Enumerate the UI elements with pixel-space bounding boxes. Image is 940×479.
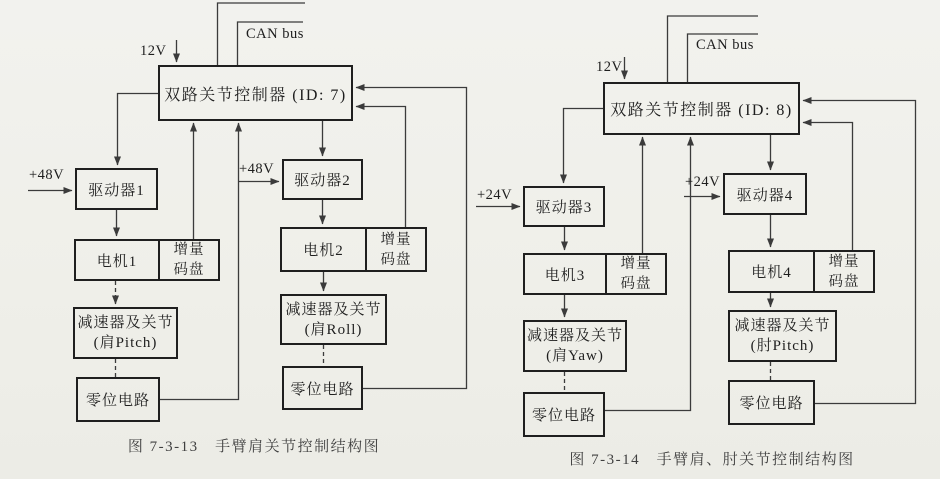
encoder4-label: 增量 码盘: [828, 253, 860, 290]
power-label-driver2: +48V: [239, 161, 275, 177]
zero-circuit3-label: 零位电路: [531, 408, 596, 424]
power-label-driver4: +24V: [685, 174, 721, 190]
motor2-label: 电机2: [303, 243, 344, 259]
reducer1-label: 减速器及关节 (肩Pitch): [77, 315, 174, 351]
power-label-driver3: +24V: [477, 187, 513, 203]
driver2-label: 驱动器2: [294, 173, 351, 189]
figure-caption-right: 图 7-3-14 手臂肩、肘关节控制结构图: [569, 452, 855, 468]
motor3-encoder3-box: [523, 253, 667, 295]
reducer2-box: [280, 294, 387, 345]
dual-joint-controller-8-label: 双路关节控制器 (ID: 8): [610, 102, 793, 119]
encoder3-label: 增量 码盘: [620, 256, 652, 292]
motor2-cell: [282, 229, 365, 270]
zero-circuit3-box: [523, 392, 605, 437]
motor1-label: 电机1: [96, 253, 138, 270]
controller7-to-driver1-line: [118, 94, 159, 166]
encoder2-label: 增量 码盘: [380, 231, 412, 268]
encoder4-feedback-line: [803, 123, 853, 251]
motor3-cell: [525, 255, 605, 293]
driver2-box: [282, 159, 363, 200]
logic-power-label-right: 12V: [596, 59, 623, 75]
driver4-label: 驱动器4: [736, 187, 794, 204]
reducer3-label: 减速器及关节 (肩Yaw): [526, 328, 623, 364]
zero-circuit4-box: [728, 380, 815, 425]
motor1-cell: [76, 241, 158, 279]
encoder1-label: 增量 码盘: [173, 242, 205, 278]
motor4-encoder4-box: [728, 250, 875, 293]
zero-circuit2-label: 零位电路: [290, 381, 355, 398]
dual-joint-controller-7-box: [158, 65, 353, 121]
zero-circuit2-box: [282, 366, 363, 410]
driver4-box: [723, 173, 807, 215]
zero-circuit1-box: [76, 377, 160, 422]
encoder3-cell: [605, 255, 665, 293]
driver1-box: [75, 168, 158, 210]
driver3-label: 驱动器3: [535, 200, 593, 216]
can-bus-label-right: CAN bus: [696, 37, 754, 53]
power-label-driver1: +48V: [29, 167, 65, 183]
reducer3-box: [523, 320, 627, 372]
motor4-cell: [730, 252, 813, 291]
dual-joint-controller-7-label: 双路关节控制器 (ID: 7): [164, 86, 347, 104]
reducer4-box: [728, 310, 837, 362]
driver1-label: 驱动器1: [88, 182, 145, 199]
zero-circuit1-label: 零位电路: [85, 393, 150, 409]
figure-caption-left: 图 7-3-13 手臂肩关节控制结构图: [127, 439, 381, 455]
motor2-encoder2-box: [280, 227, 427, 272]
logic-power-label-left: 12V: [140, 43, 167, 59]
encoder2-feedback-line: [356, 107, 406, 228]
motor4-label: 电机4: [751, 265, 792, 281]
zero-circuit4-label: 零位电路: [739, 396, 804, 412]
reducer4-label: 减速器及关节 (肘Pitch): [734, 318, 831, 354]
reducer1-box: [73, 307, 178, 359]
encoder2-cell: [365, 229, 425, 270]
motor3-label: 电机3: [544, 267, 586, 284]
encoder4-cell: [813, 252, 873, 291]
can-bus-label-left: CAN bus: [246, 26, 304, 42]
encoder1-cell: [158, 241, 218, 279]
dual-joint-controller-8-box: [603, 82, 800, 135]
controller8-to-driver3-line: [564, 109, 604, 184]
driver3-box: [523, 186, 605, 227]
reducer2-label: 减速器及关节 (肩Roll): [285, 301, 382, 338]
motor1-encoder1-box: [74, 239, 220, 281]
